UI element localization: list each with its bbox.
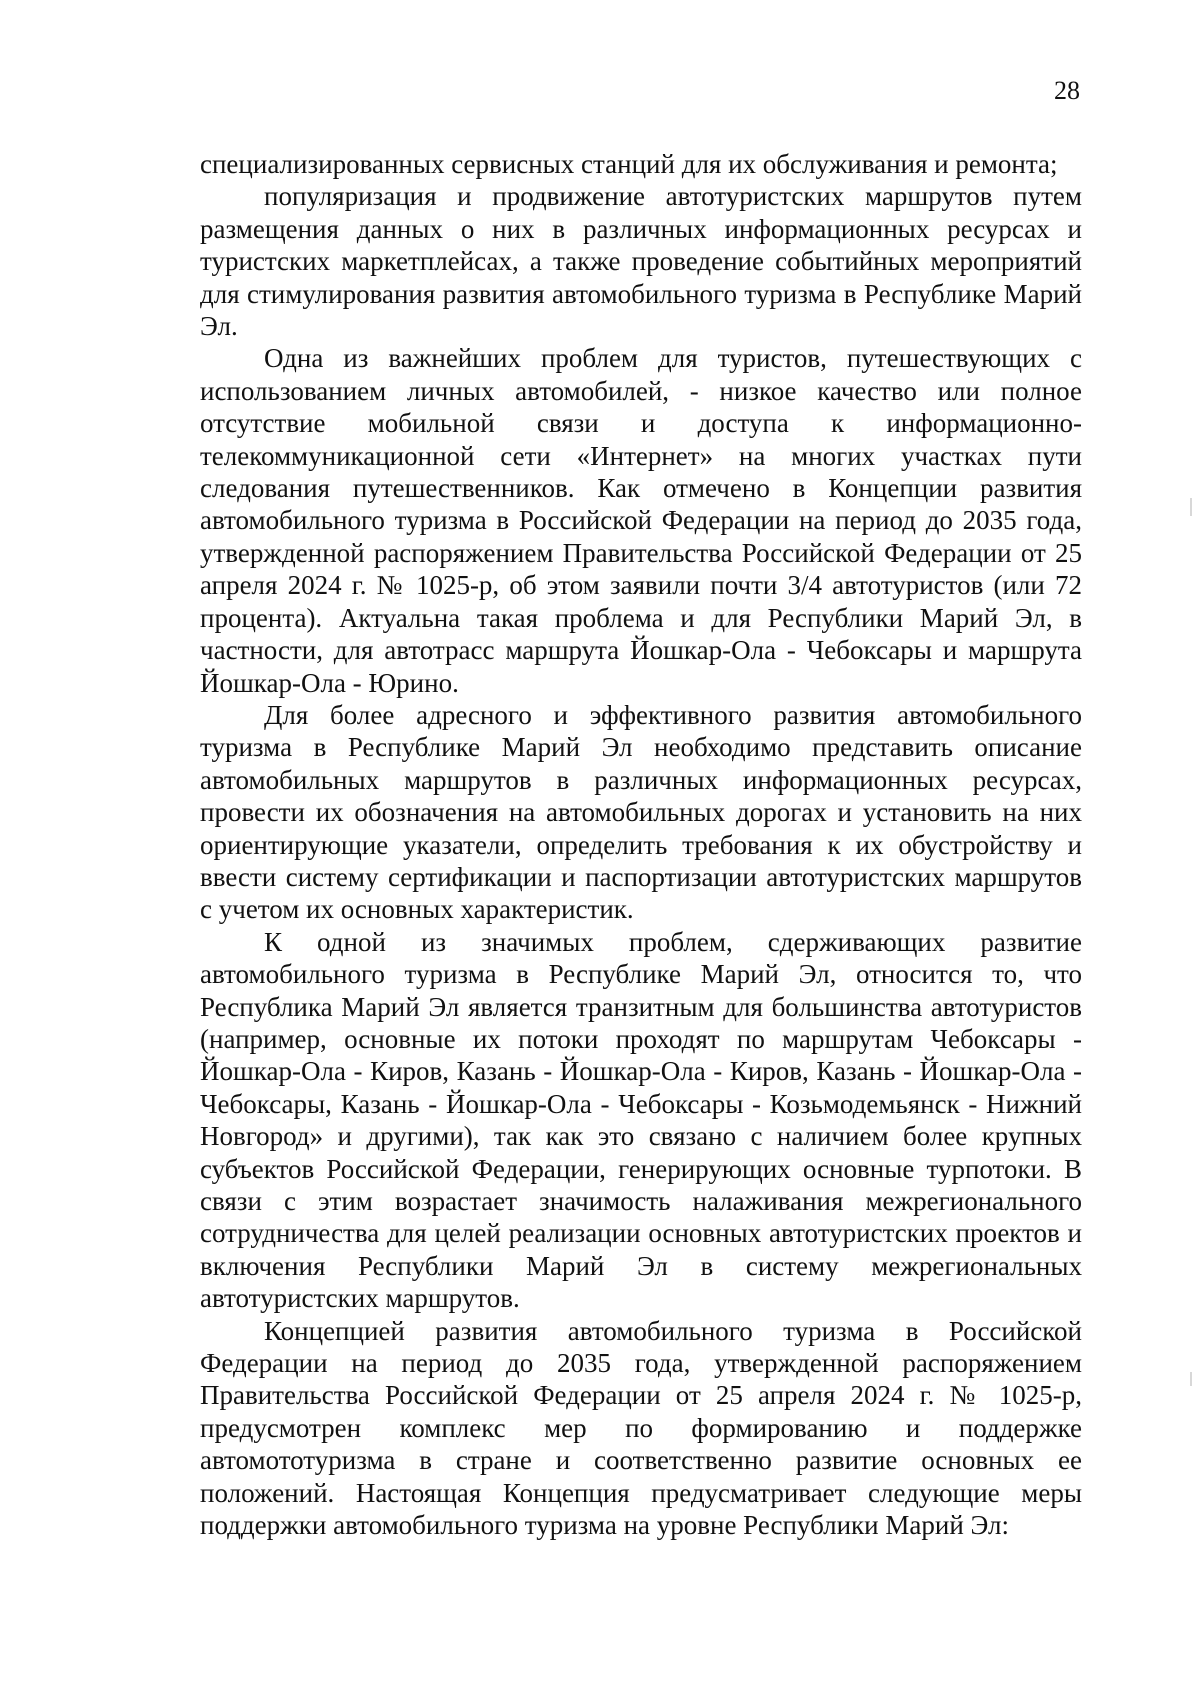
paragraph-transit-problem: К одной из значимых проблем, сдерживающих развитие автомобильного туризма в Республике Марий Эл, относится то, что Республика Марий Эл является транзитным для большинства автотуристов (например, основные их потоки проходят по маршрутам Чебоксары - Йошкар-Ола - Киров, Казань - Йошкар-Ола - Киров, Казань - Йошкар-Ола - Чебоксары, Казань - Йошкар-Ола - Чебоксары - Козьмодемьянск - Нижний Новгород» и другими), так как это связано с наличием более крупных субъектов Российской Федерации, генерирующих основные турпотоки. В связи с этим возрастает значимость налаживания межрегионального сотрудничества для целей реализации основных автотуристских проектов и включения Республики Марий Эл в систему межрегиональных автотуристских маршрутов.: [200, 926, 1082, 1314]
paragraph-continuation: специализированных сервисных станций для их обслуживания и ремонта;: [200, 149, 1058, 179]
scan-artifact: [1190, 498, 1192, 516]
paragraph-route-description: Для более адресного и эффективного развития автомобильного туризма в Республике Марий Эл необходимо представить описание автомобильных маршрутов в различных информационных ресурсах, провести их обозначения на автомобильных дорогах и установить на них ориентирующие указатели, определить требования к их обустройству и ввести систему сертификации и паспортизации автотуристских маршрутов с учетом их основных характеристик.: [200, 699, 1082, 925]
paragraph-mobile-connectivity: Одна из важнейших проблем для туристов, путешествующих с использованием личных автомобилей, - низкое качество или полное отсутствие мобильной связи и доступа к информационно-телекоммуникационной сети «Интернет» на многих участках пути следования путешественников. Как отмечено в Концепции развития автомобильного туризма в Российской Федерации на период до 2035 года, утвержденной распоряжением Правительства Российской Федерации от 25 апреля 2024 г. № 1025-р, об этом заявили почти 3/4 автотуристов (или 72 процента). Актуальна такая проблема и для Республики Марий Эл, в частности, для автотрасс маршрута Йошкар-Ола - Чебоксары и маршрута Йошкар-Ола - Юрино.: [200, 343, 1082, 698]
scan-artifact: [1190, 1372, 1192, 1386]
page-number: 28: [1054, 76, 1080, 105]
paragraph-concept-measures: Концепцией развития автомобильного туризма в Российской Федерации на период до 2035 года, утвержденной распоряжением Правительства Российской Федерации от 25 апреля 2024 г. № 1025-р, предусмотрен комплекс мер по формированию и поддержке автомототуризма в стране и соответственно развитие основных ее положений. Настоящая Концепция предусматривает следующие меры поддержки автомобильного туризма на уровне Республики Марий Эл:: [200, 1315, 1082, 1541]
document-body: [200, 148, 1082, 1541]
paragraph-popularization: популяризация и продвижение автотуристских маршрутов путем размещения данных о них в различных информационных ресурсах и туристских маркетплейсах, а также проведение событийных мероприятий для стимулирования развития автомобильного туризма в Республике Марий Эл.: [200, 181, 1082, 342]
